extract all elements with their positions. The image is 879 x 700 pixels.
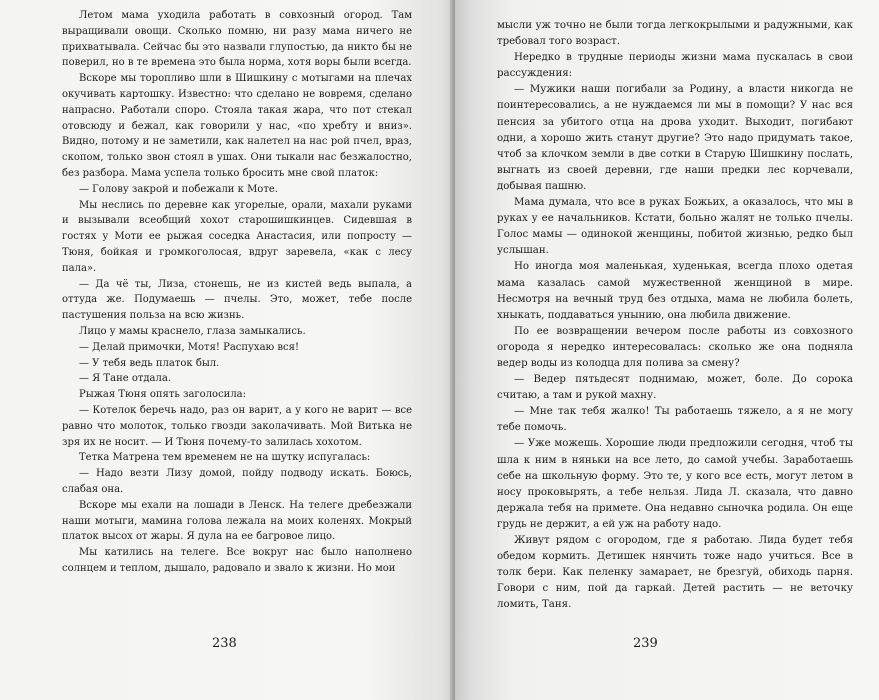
paragraph: — Голову закрой и побежали к Моте.	[79, 183, 278, 195]
paragraph: — Делай примочки, Мотя! Распухаю вся!	[79, 341, 299, 353]
paragraph: Летом мама уходила работать в совхозный огород. Там выращивали овощи. Сколько помню, ни разу мама ничего не прихватывала. Сейчас бы это назвали глупостью, да никто бы не поверил, но в те времена это была норма, хотя воры были всегда.	[62, 10, 412, 69]
paragraph: — Уже можешь. Хорошие люди предложили сегодня, чтоб ты шла к ним в няньки на все лето, до самой учебы. Заработаешь себе на школьную форму. Это те, у кого все есть, могут летом в носу проковырять, а тебе нельзя. Лида Л. сказала, что давно держала тебя на примете. Она недавно сыночка родила. Он еще грудь не держит, а ей уж на работу надо.	[497, 438, 853, 530]
paragraph: Рыжая Тюня опять заголосила:	[79, 389, 247, 401]
right-page	[455, 0, 879, 700]
paragraph: По ее возвращении вечером после работы из совхозного огорода я нередко интересовалась: сколько же она подняла ведер воды из колодца для полива за смену?	[497, 325, 853, 369]
paragraph: мысли уж точно не были тогда легкокрылыми и радужными, как требовал того возраст.	[497, 20, 853, 48]
paragraph: — Котелок беречь надо, раз он варит, а у кого не варит — все равно что молоток, только гвозди заколачивать. Мой Витька не зря их не носит. — И Тюня почему-то залилась хохотом.	[62, 404, 412, 448]
paragraph: Нередко в трудные периоды жизни мама пускалась в свои рассуждения:	[497, 52, 853, 80]
paragraph: Лицо у мамы краснело, глаза замыкались.	[79, 325, 306, 337]
paragraph: — Ведер пятьдесят поднимаю, может, боле. До сорока считаю, а там и рукой махну.	[497, 374, 853, 402]
paragraph: Вскоре мы торопливо шли в Шишкину с мотыгами на плечах окучивать картошку. Известно: что сделано не вовремя, сделано напрасно. Работали споро. Стояла такая жара, что пот стекал отовсюду и бежал, как говорили у нас, «по хребту и вниз». Видно, потому и не заметили, как налетел на нас рой пчел, враз, скопом, только звон стоял в ушах. Они тыкали нас безжалостно, без разбора. Мама успела только бросить мне свой платок:	[62, 73, 412, 179]
paragraph: Живут рядом с огородом, где я работаю. Лида будет тебя обедом кормить. Детишек нянчить тоже надо учиться. Все в толк бери. Как пеленку замарает, не брезгуй, обиходь парня. Говори с ним, пой да гаркай. Детей растить — не веточку ломить, Таня.	[497, 535, 853, 611]
paragraph: Но иногда моя маленькая, худенькая, всегда плохо одетая мама казалась самой мужественной женщиной в мире. Несмотря на вечный труд без отдыха, мама не любила болеть, хныкать, поддаваться унынию, она любила движение.	[497, 261, 853, 321]
paragraph: Мама думала, что все в руках Божьих, а оказалось, что мы в руках у ее начальников. Кстати, больно жалят не только пчелы. Голос мамы — одинокой женщины, побитой жизнью, редко был услышан.	[497, 197, 853, 257]
paragraph: — Я Тане отдала.	[79, 373, 171, 385]
paragraph: Мы катились на телеге. Все вокруг нас было наполнено солнцем и теплом, дышало, радовало и звало к жизни. Но мои	[62, 547, 412, 574]
paragraph: Мы неслись по деревне как угорелые, орали, махали руками и вызывали всеобщий хохот старошишкинцев. Сидевшая в гостях у Моти ее рыжая соседка Анастасия, или попросту — Тюня, бойкая и громкоголосая, вдруг заревела, «как с лесу пала».	[62, 199, 412, 274]
paragraph: Вскоре мы ехали на лошади в Ленск. На телеге дребезжали наши мотыги, мамина голова лежала на моих коленях. Мокрый платок высох от жары. Я дула на ее багровое лицо.	[62, 499, 412, 543]
page-number-left: 238	[212, 636, 237, 651]
paragraph: — Да чё ты, Лиза, стонешь, не из кистей ведь выпала, а оттуда же. Подумаешь — пчелы. Это, может, тебе после пастушения польза на всю жизнь.	[62, 278, 412, 322]
right-page-text	[497, 18, 853, 613]
paragraph: — Мне так тебя жалко! Ты работаешь тяжело, а я не могу тебе помочь.	[497, 406, 853, 434]
paragraph: Тетка Матрена тем временем не на шутку испугалась:	[79, 452, 371, 464]
left-page-text	[62, 8, 412, 577]
paragraph: — У тебя ведь платок был.	[79, 357, 220, 369]
page-number-right: 239	[633, 636, 658, 651]
paragraph: — Надо везти Лизу домой, пойду подводу искать. Боюсь, слабая она.	[62, 468, 412, 495]
paragraph: — Мужики наши погибали за Родину, а власти никогда не поинтересовались, а не нуждаемся ли мы в помощи? У нас вся пенсия за убитого отца на дрова уходит. Выходит, погибают одни, а хорошо жить станут другие? Это надо придумать такое, чтоб за клочком земли в две сотки в Старую Шишкину послать, выгнать из своей деревни, где наши предки лес корчевали, добывая пашню.	[497, 84, 853, 192]
